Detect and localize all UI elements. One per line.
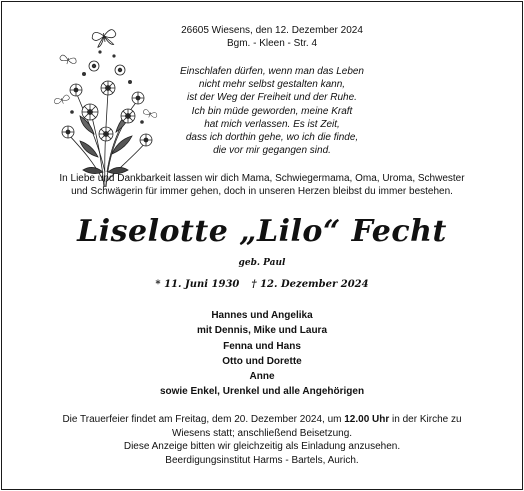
mourners-list [2, 308, 522, 400]
mourner-line: sowie Enkel, Urenkel und alle Angehörigen [159, 386, 365, 398]
poem-line: dass ich dorthin gehe, wo ich die finde, [185, 132, 359, 144]
birth-date: * 11. Juni 1930 [155, 279, 240, 290]
invitation-note: Diese Anzeige bitten wir gleichzeitig als Einladung anzusehen. [123, 441, 401, 453]
death-date: † 12. Dezember 2024 [251, 279, 369, 290]
mourner-line: mit Dennis, Mike und Laura [196, 325, 328, 337]
funeral-info [14, 413, 510, 467]
address: Bgm. - Kleen - Str. 4 [226, 38, 318, 49]
place-date: 26605 Wiesens, den 12. Dezember 2024 [181, 25, 363, 36]
deceased-name: Liselotte „Lilo“ Fecht [77, 214, 447, 249]
poem-line: Einschlafen dürfen, wenn man das Leben [179, 66, 364, 77]
flower-bouquet-with-butterflies-icon [46, 22, 164, 192]
intro-line: In Liebe und Dankbarkeit lassen wir dich Mama, Schwiegermama, Oma, Uroma, Schwester [59, 173, 465, 184]
mourner-line: Hannes und Angelika [211, 310, 313, 321]
header-block [152, 24, 392, 50]
poem-line: die vor mir gegangen sind. [213, 145, 331, 157]
poem-line: nicht mehr selbst gestalten kann, [198, 79, 346, 91]
born-name: geb. Paul [238, 258, 286, 268]
mourner-line: Otto und Dorette [222, 355, 302, 367]
poem-line: hat mich verlassen. Es ist Zeit, [204, 118, 340, 130]
life-dates [2, 279, 522, 290]
poem-line: Ich bin müde geworden, meine Kraft [191, 105, 353, 117]
mourner-line: Fenna und Hans [223, 340, 301, 352]
poem [152, 65, 392, 157]
poem-line: ist der Weg der Freiheit und der Ruhe. [187, 92, 357, 104]
intro-line: und Schwägerin für immer gehen, doch in unseren Herzen bleibst du immer bestehen. [71, 186, 453, 197]
funeral-line-2: Wiesens statt; anschließend Beisetzung. [171, 427, 353, 439]
mourner-line: Anne [249, 371, 275, 383]
funeral-line-1: Die Trauerfeier findet am Freitag, dem 20. Dezember 2024, um 12.00 Uhr in der Kirche zu [62, 414, 462, 425]
intro-text [14, 172, 510, 198]
funeral-home: Beerdigungsinstitut Harms - Bartels, Aurich. [165, 454, 359, 466]
obituary-notice [1, 1, 523, 490]
funeral-time: 12.00 Uhr [344, 414, 390, 425]
